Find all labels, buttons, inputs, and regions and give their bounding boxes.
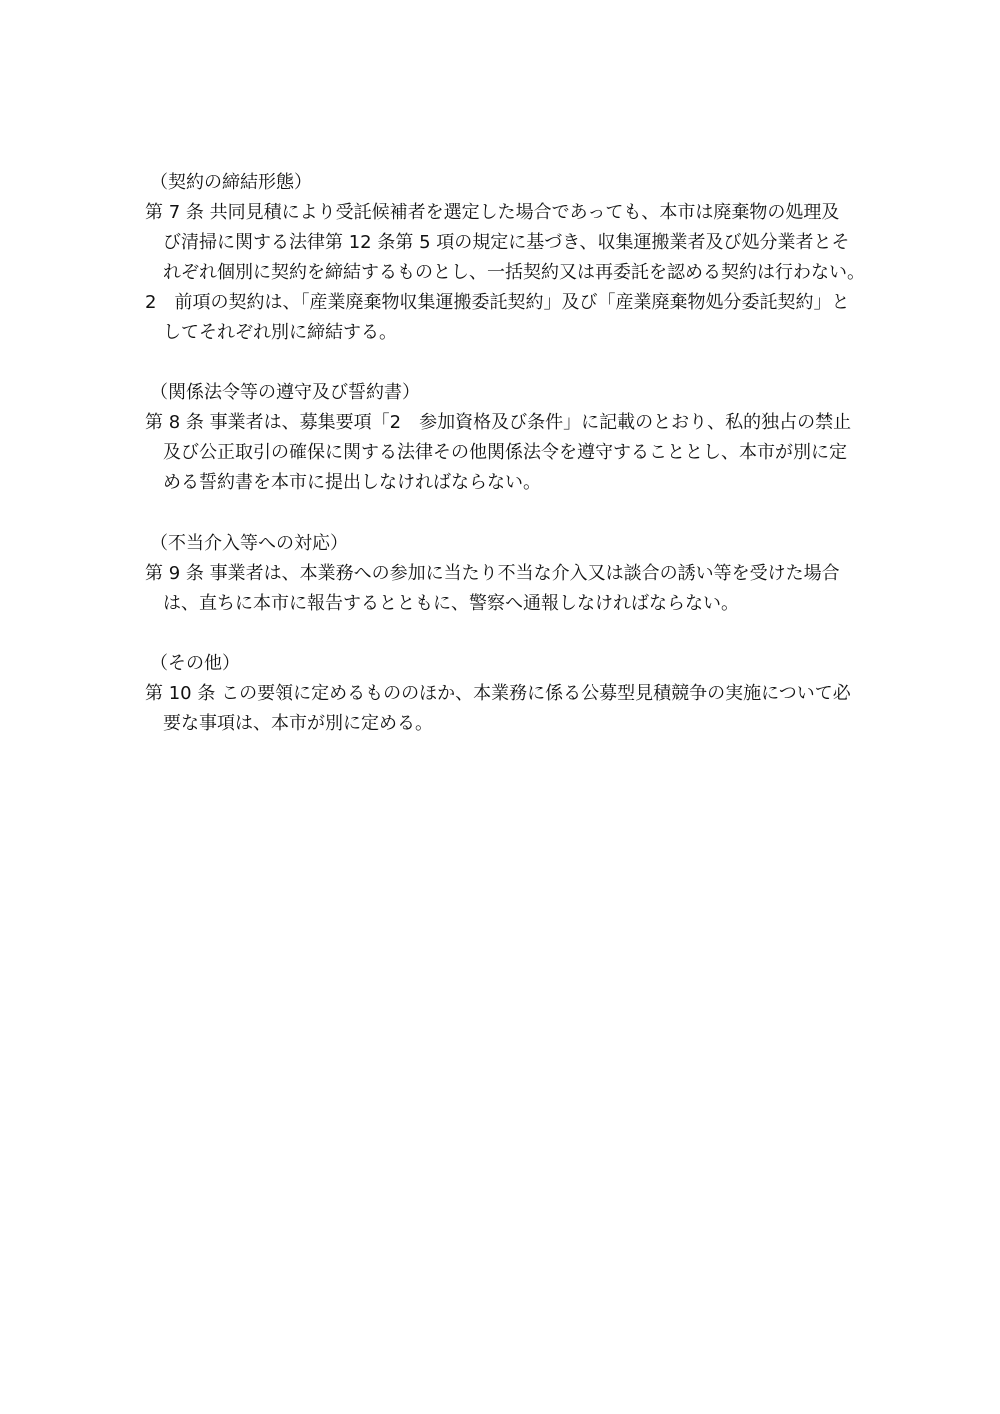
section-heading: （その他） [150, 653, 240, 674]
article-10-line-2: 要な事項は、本市が別に定める。 [163, 713, 433, 734]
article-7-line-1: 第 7 条 共同見積により受託候補者を選定した場合であっても、本市は廃棄物の処理及 [145, 202, 840, 223]
article-7-line-3: れぞれ個別に契約を締結するものとし、一括契約又は再委託を認める契約は行わない。 [163, 262, 865, 283]
section-heading: （関係法令等の遵守及び誓約書） [150, 382, 420, 403]
article-7-line-2: び清掃に関する法律第 12 条第 5 項の規定に基づき、収集運搬業者及び処分業者とそ [163, 232, 850, 253]
article-9-line-1: 第 9 条 事業者は、本業務への参加に当たり不当な介入又は談合の誘い等を受けた場合 [145, 563, 840, 584]
section-heading: （契約の締結形態） [150, 172, 312, 193]
article-8-line-2: 及び公正取引の確保に関する法律その他関係法令を遵守することとし、本市が別に定 [163, 442, 847, 463]
article-9-line-2: は、直ちに本市に報告するとともに、警察へ通報しなければならない。 [163, 593, 739, 614]
article-8-line-3: める誓約書を本市に提出しなければならない。 [163, 472, 541, 493]
article-8-line-1: 第 8 条 事業者は、募集要項「2 参加資格及び条件」に記載のとおり、私的独占の禁止 [145, 412, 852, 433]
section-heading: （不当介入等への対応） [150, 533, 348, 554]
article-10-line-1: 第 10 条 この要領に定めるもののほか、本業務に係る公募型見積競争の実施について必 [145, 683, 851, 704]
article-7-para-2-line-1: 2 前項の契約は、「産業廃棄物収集運搬委託契約」及び「産業廃棄物処分委託契約」と [145, 292, 850, 313]
article-7-para-2-line-2: してそれぞれ別に締結する。 [163, 322, 397, 343]
